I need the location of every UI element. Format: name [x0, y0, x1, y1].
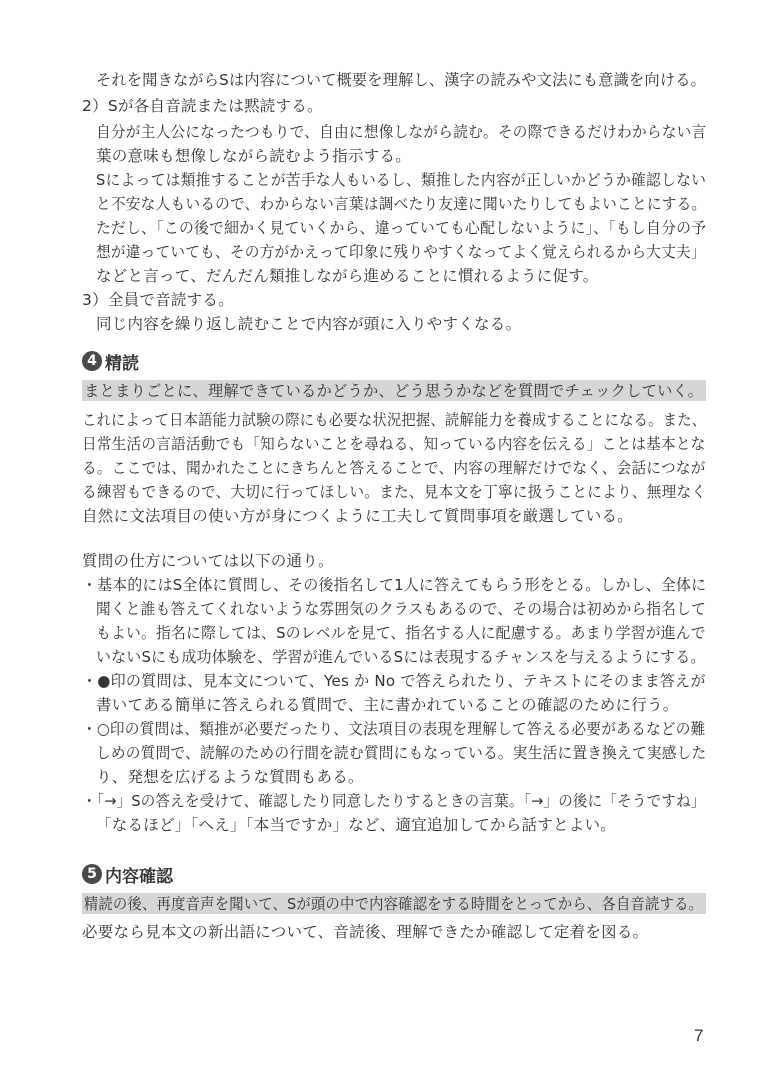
section-5-highlight — [82, 894, 706, 914]
intro-line-7: ただし、「この後で細かく見ていくから、違っていても心配しないように」、「もし自分の予 — [96, 219, 707, 237]
bullet-line-5: ・●印の質問は、見本文について、Yes か No で答えられたり、テキストにそのまま答えが — [82, 672, 706, 690]
bullet-line-9: り、発想を広げるような質問もある。 — [96, 768, 364, 786]
intro-line-5: Sによっては類推することが苦手な人もいるし、類推した内容が正しいかどうか確認しない — [96, 171, 707, 189]
section-4-heading — [82, 349, 139, 373]
intro-line-6: と不安な人もいるので、わからない言葉は調べたり友達に聞いたりしてもよいことにする。 — [96, 195, 707, 213]
section-4-body-1: これによって日本語能力試験の際にも必要な状況把握、読解能力を養成することになる。また、 — [82, 411, 707, 429]
section-4-body-5: 自然に文法項目の使い方が身につくように工夫して質問事項を厳選している。 — [82, 507, 633, 525]
section-4-highlight — [82, 381, 706, 401]
bullet-line-4: いないSにも成功体験を、学習が進んでいるSには表現するチャンスを与えるようにする。 — [96, 648, 706, 666]
bullet-line-7: ・○印の質問は、類推が必要だったり、文法項目の表現を理解して答える必要があるなどの難 — [82, 720, 706, 738]
section-4-title: 精読 — [105, 353, 139, 374]
bullet-line-8: しめの質問で、読解のための行間を読む質問にもなっている。実生活に置き換えて実感した — [96, 744, 707, 762]
page-number: 7 — [694, 1026, 704, 1045]
section-5-heading — [82, 862, 173, 886]
bullet-line-1: ・基本的にはS全体に質問し、その後指名して1人に答えてもらう形をとる。しかし、全体に — [82, 576, 707, 594]
intro-line-9: などと言って、だんだん類推しながら進めることに慣れるように促す。 — [96, 267, 599, 285]
intro-line-4: 葉の意味も想像しながら読むよう指示する。 — [96, 147, 412, 165]
section-4-body-4: る練習もできるので、大切に行ってほしい。また、見本文を丁寧に扱うことにより、無理なく — [82, 483, 707, 501]
bullet-line-11: 「なるほど」「へえ」「本当ですか」など、適宜追加してから話すとよい。 — [96, 816, 617, 834]
bullet-line-10: ・「→」Sの答えを受けて、確認したり同意したりするときの言葉。「→」の後に「そうですね」 — [82, 792, 706, 810]
bullet-line-3: もよい。指名に際しては、Sのレベルを見て、指名する人に配慮する。あまり学習が進んで — [96, 624, 706, 642]
bullet-line-6: 書いてある簡単に答えられる質問で、主に書かれていることの確認のために行う。 — [96, 696, 679, 714]
intro-line-11: 同じ内容を繰り返し読むことで内容が頭に入りやすくなる。 — [96, 315, 522, 333]
section-4-highlight-text: まとまりごとに、理解できているかどうか、どう思うかなどを質問でチェックしていく。 — [82, 380, 706, 401]
intro-step-3: 3）全員で音読する。 — [82, 291, 234, 309]
section-5-title: 内容確認 — [105, 866, 173, 887]
section-4-number-badge: 4 — [82, 351, 102, 371]
section-4-questions-intro: 質問の仕方については以下の通り。 — [82, 552, 334, 570]
section-4-body-2: 日常生活の言語活動でも「知らないことを尋ねる、知っている内容を伝える」ことは基本とな — [82, 435, 706, 453]
intro-line-3: 自分が主人公になったつもりで、自由に想像しながら読む。その際できるだけわからない言 — [96, 123, 707, 141]
intro-line-8: 想が違っていても、その方がかえって印象に残りやすくなってよく覚えられるから大丈夫」 — [96, 243, 706, 261]
section-5-highlight-text: 精読の後、再度音声を聞いて、Sが頭の中で内容確認をする時間をとってから、各自音読する。 — [82, 893, 706, 914]
section-5-body-1: 必要なら見本文の新出語について、音読後、理解できたか確認して定着を図る。 — [82, 923, 649, 941]
intro-line-1: それを聞きながらSは内容について概要を理解し、漢字の読みや文法にも意識を向ける。 — [96, 71, 707, 89]
intro-step-2: 2）Sが各自音読または黙読する。 — [82, 97, 323, 115]
bullet-line-2: 聞くと誰も答えてくれないような雰囲気のクラスもあるので、その場合は初めから指名して — [96, 600, 706, 618]
section-5-number-badge: 5 — [82, 864, 102, 884]
section-4-body-3: る。ここでは、聞かれたことにきちんと答えることで、内容の理解だけでなく、会話につなが — [82, 459, 706, 477]
